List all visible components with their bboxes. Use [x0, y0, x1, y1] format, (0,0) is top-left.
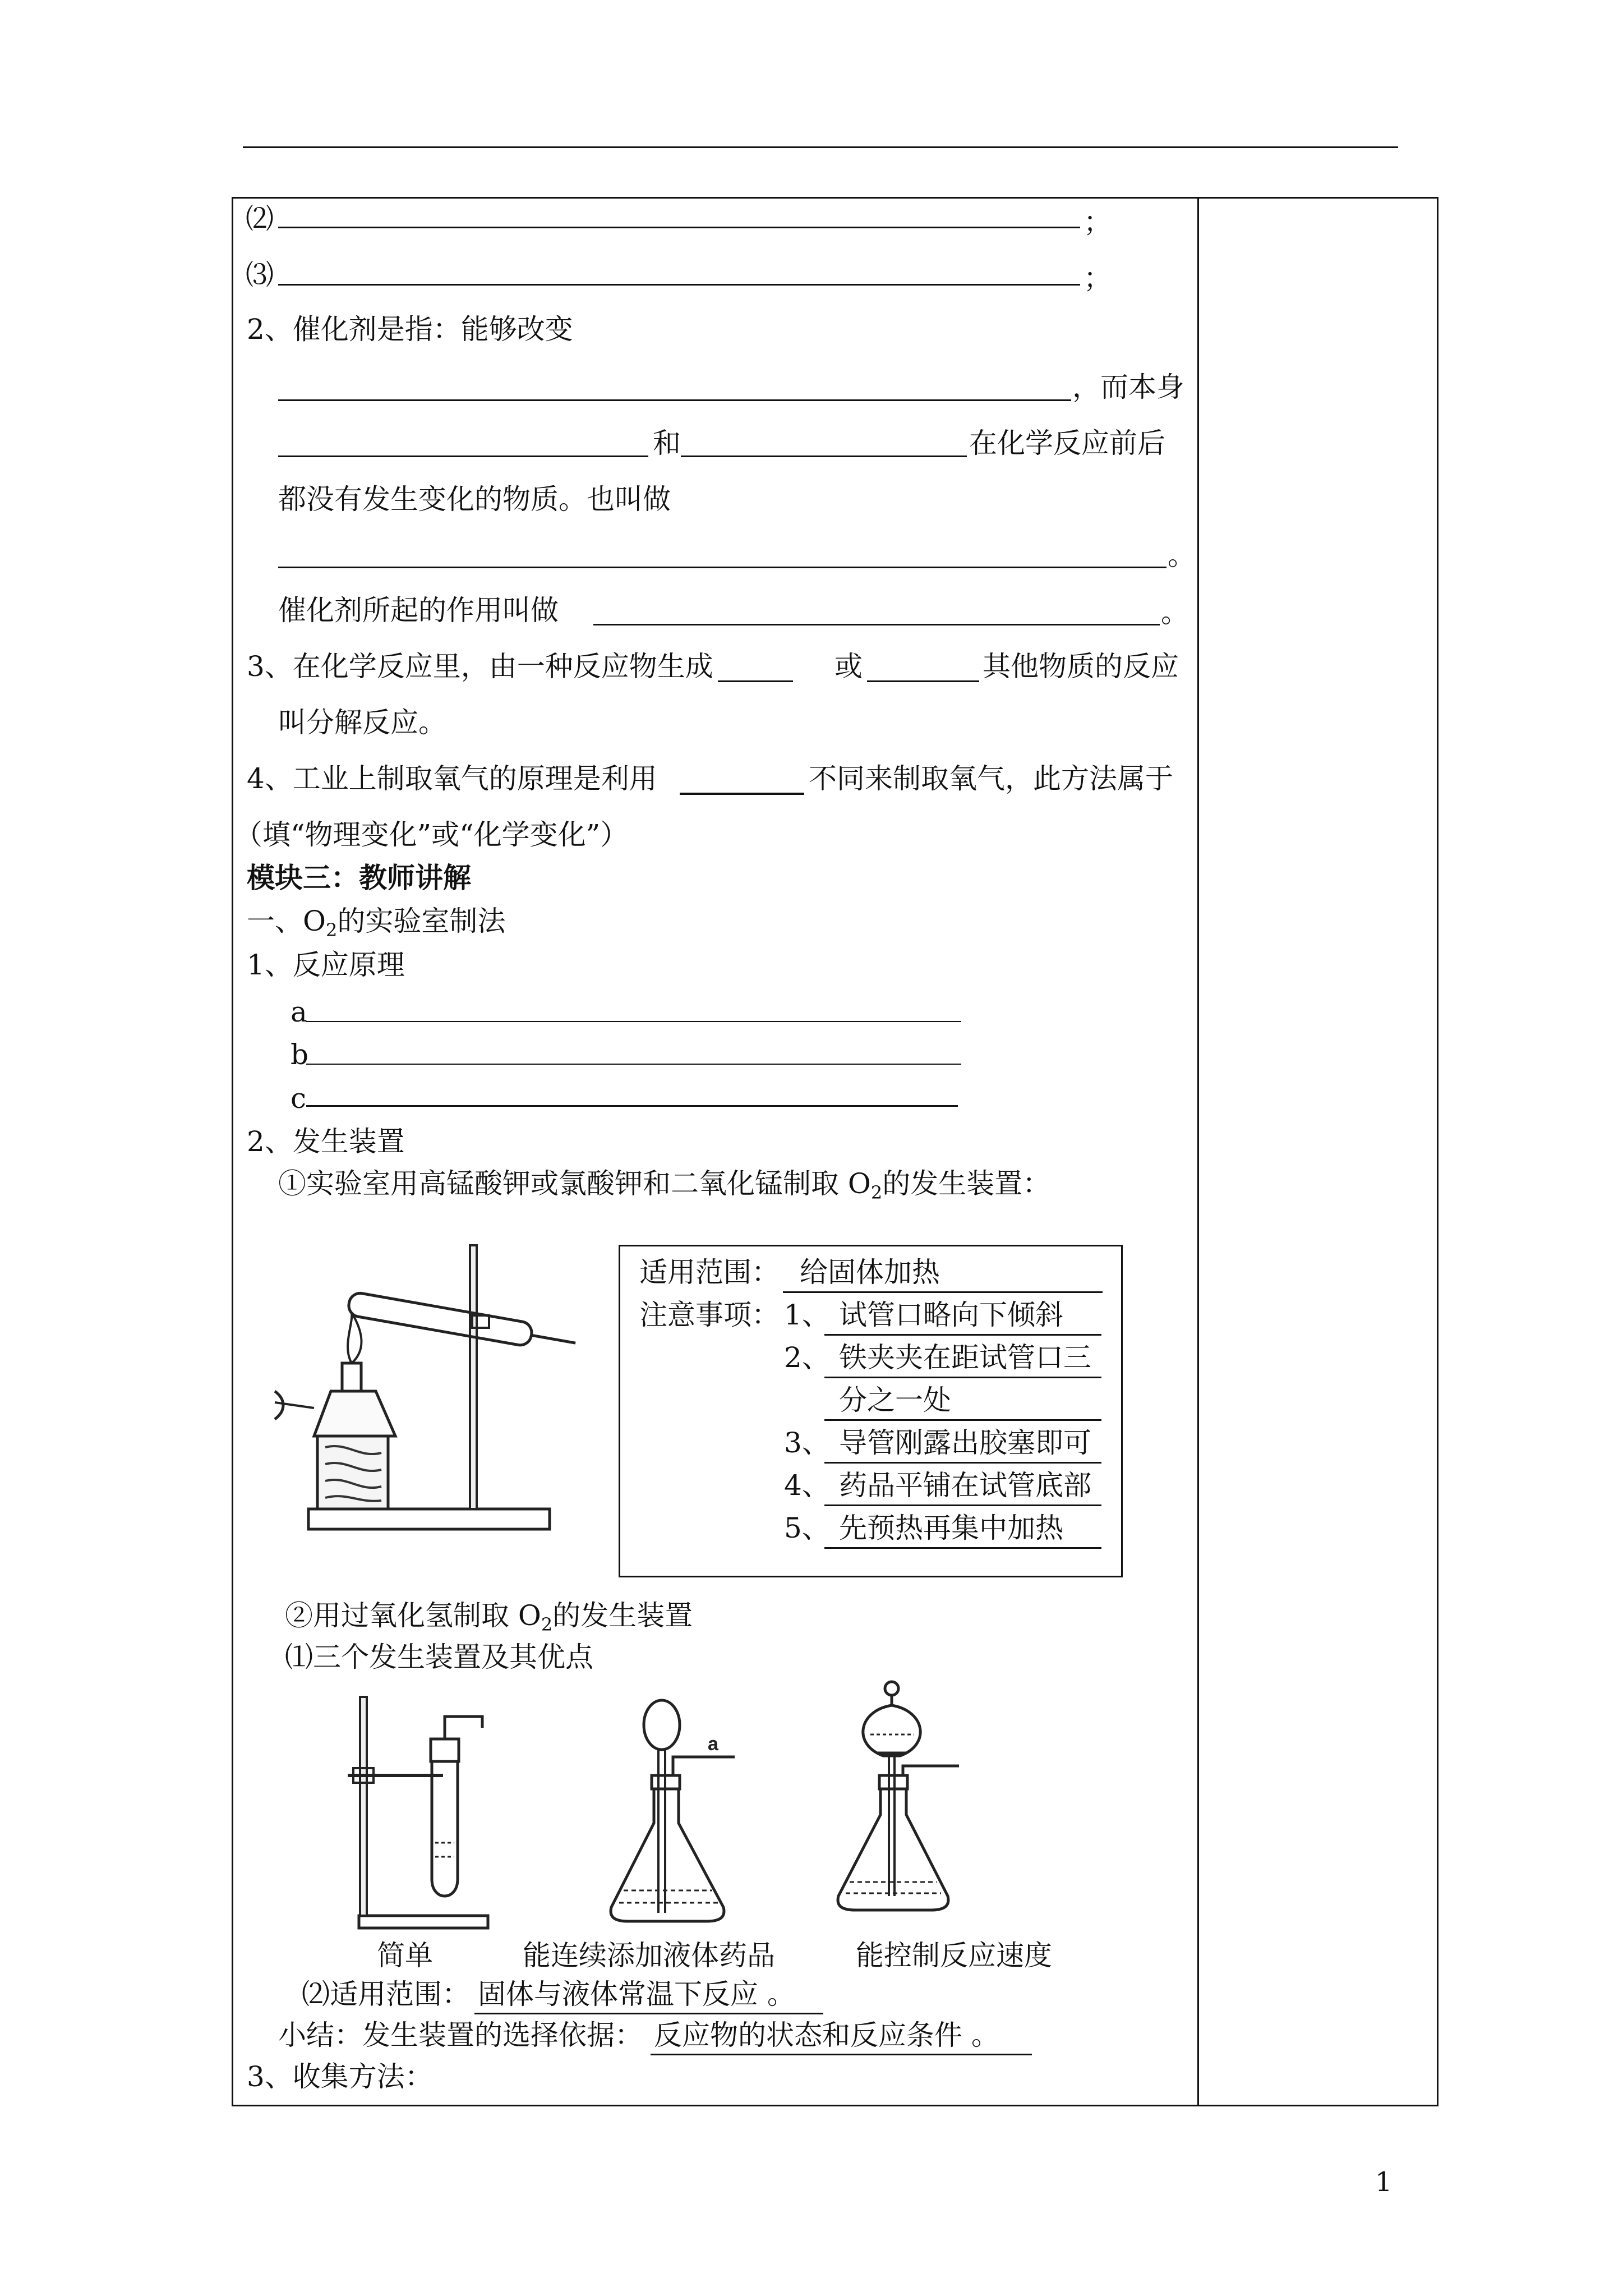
caution-text: 药品平铺在试管底部	[839, 1469, 1091, 1502]
summary-value: 反应物的状态和反应条件 。	[654, 2019, 999, 2051]
question-2-line4: 催化剂所起的作用叫做	[278, 594, 559, 627]
answer-blank[interactable]	[718, 680, 793, 682]
answer-blank[interactable]	[278, 567, 1166, 568]
question-3-or: 或	[834, 650, 863, 683]
caution-text: 先预热再集中加热	[839, 1512, 1063, 1544]
answer-blank[interactable]	[278, 227, 1080, 228]
answer-line	[824, 1419, 1101, 1421]
scope-label: 适用范围：	[639, 1256, 780, 1289]
answer-blank[interactable]	[278, 455, 648, 457]
answer-line	[824, 1377, 1101, 1378]
period: 。	[1168, 539, 1196, 572]
question-3-line1: 3、在化学反应里，由一种反应物生成	[247, 650, 713, 683]
caption-continuous: 能连续添加液体药品	[523, 1939, 775, 1972]
answer-blank[interactable]	[278, 284, 1080, 286]
caution-label: 注意事项：	[639, 1299, 780, 1331]
section-title: 一、$O_2$的实验室制法	[247, 905, 506, 941]
funnel-label: a	[708, 1733, 718, 1755]
blank-label-2: ⑵	[246, 203, 274, 235]
caution-num: 5、	[784, 1512, 830, 1544]
question-2-tail2: 在化学反应前后	[969, 427, 1165, 459]
question-2-and: 和	[653, 427, 681, 459]
answer-blank[interactable]	[306, 1064, 961, 1065]
answer-blank[interactable]	[278, 399, 1071, 401]
caution-text: 试管口略向下倾斜	[839, 1299, 1063, 1331]
caution-num: 1、	[784, 1299, 830, 1331]
semicolon: ；	[1083, 206, 1112, 238]
question-4-tail: 不同来制取氧气，此方法属于	[809, 762, 1173, 795]
answer-line	[651, 2054, 1032, 2055]
caution-num: 2、	[784, 1341, 830, 1374]
blank-label-3: ⑶	[246, 259, 274, 291]
summary-label: 小结：发生装置的选择依据：	[278, 2019, 643, 2051]
caption-control-rate: 能控制反应速度	[856, 1939, 1052, 1972]
device-title: 2、发生装置	[247, 1125, 405, 1158]
three-devices-title: ⑴三个发生装置及其优点	[285, 1641, 593, 1673]
period: 。	[1161, 596, 1189, 629]
h2o2-scope-value: 固体与液体常温下反应 。	[478, 1978, 795, 2010]
answer-line	[474, 2013, 823, 2014]
collect-title: 3、收集方法：	[247, 2060, 433, 2093]
question-4-line2: （填“物理变化”或“化学变化”）	[234, 818, 629, 851]
principle-title: 1、反应原理	[247, 949, 405, 981]
caution-text: 铁夹夹在距试管口三	[839, 1341, 1091, 1374]
answer-line	[824, 1462, 1101, 1464]
answer-line	[824, 1504, 1101, 1506]
equation-label-a: a	[291, 996, 307, 1028]
answer-line	[824, 1334, 1101, 1336]
question-3-line2: 叫分解反应。	[278, 706, 446, 739]
answer-blank[interactable]	[593, 624, 1160, 625]
question-2-line1: 2、催化剂是指：能够改变	[247, 313, 573, 346]
question-2-tail1: ，而本身	[1072, 371, 1184, 403]
semicolon: ；	[1083, 262, 1112, 295]
question-4-line1: 4、工业上制取氧气的原理是利用	[247, 762, 657, 795]
question-2-line3: 都没有发生变化的物质。也叫做	[278, 483, 671, 516]
answer-blank[interactable]	[867, 680, 979, 682]
answer-line	[824, 1547, 1101, 1549]
answer-blank[interactable]	[306, 1021, 961, 1022]
table-column-divider	[1197, 197, 1199, 2106]
device-item-2: ②用过氧化氢制取 $O_2$的发生装置	[285, 1599, 693, 1635]
caption-simple: 简单	[377, 1939, 433, 1972]
equation-label-b: b	[291, 1038, 309, 1071]
scope-value: 给固体加热	[800, 1256, 940, 1289]
caution-text: 导管刚露出胶塞即可	[839, 1427, 1091, 1459]
caution-text: 分之一处	[839, 1384, 951, 1416]
module-title: 模块三：教师讲解	[247, 861, 471, 894]
caution-num: 4、	[784, 1469, 830, 1502]
equation-label-c: c	[291, 1082, 307, 1115]
device-item-1: ①实验室用高锰酸钾或氯酸钾和二氧化锰制取 $O_2$的发生装置：	[278, 1167, 1051, 1203]
header-rule	[243, 146, 1398, 148]
separatory-funnel-apparatus-diagram	[824, 1677, 993, 1930]
caution-num: 3、	[784, 1427, 830, 1459]
answer-blank[interactable]	[681, 455, 967, 457]
simple-test-tube-apparatus-diagram	[325, 1694, 516, 1941]
h2o2-scope-label: ⑵适用范围：	[302, 1978, 470, 2010]
page-number: 1	[1375, 2166, 1393, 2198]
funnel-flask-apparatus-diagram	[600, 1694, 768, 1930]
solid-heating-apparatus-diagram	[264, 1240, 600, 1548]
answer-blank[interactable]	[680, 793, 804, 795]
answer-blank[interactable]	[306, 1105, 958, 1107]
answer-line	[783, 1291, 1103, 1293]
question-3-tail: 其他物质的反应	[983, 650, 1179, 683]
